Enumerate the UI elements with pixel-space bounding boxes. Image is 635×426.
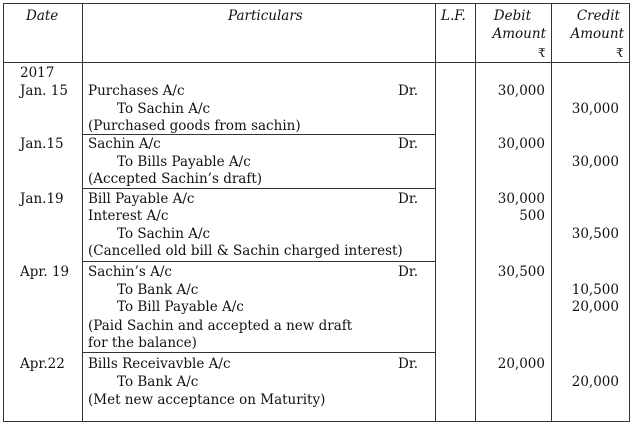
entry-line-text: To Sachin A/c: [117, 101, 211, 117]
entry-separator: [82, 352, 435, 353]
header-credit-line2: Amount: [570, 26, 624, 42]
entry-credit-amount: 10,500: [571, 282, 619, 298]
entry-dr-marker: Dr.: [398, 264, 419, 280]
entry-line-text: To Bills Payable A/c: [117, 154, 251, 170]
entry-narration: (Purchased goods from sachin): [88, 118, 301, 134]
entry-line-text: Sachin’s A/c: [88, 264, 172, 280]
entry-line-text: Purchases A/c: [88, 83, 185, 99]
column-rule-date: [82, 4, 83, 421]
column-rule-particulars: [435, 4, 436, 421]
entry-line-text: Interest A/c: [88, 208, 169, 224]
entry-dr-marker: Dr.: [398, 83, 419, 99]
entry-narration: (Accepted Sachin’s draft): [88, 171, 263, 187]
entry-line-text: To Bill Payable A/c: [117, 299, 244, 315]
entry-debit-amount: 30,000: [497, 191, 545, 207]
entry-date: Apr. 19: [20, 264, 70, 280]
entry-credit-amount: 30,000: [571, 154, 619, 170]
entry-line-text: To Bank A/c: [117, 374, 199, 390]
header-date: Date: [26, 8, 59, 24]
entry-narration: (Cancelled old bill & Sachin charged interest): [88, 243, 403, 259]
entry-date: Jan.19: [20, 191, 64, 207]
entry-date: Jan. 15: [20, 83, 68, 99]
entry-line-text: Sachin A/c: [88, 136, 161, 152]
entry-debit-amount: 20,000: [497, 356, 545, 372]
header-credit-currency: ₹: [616, 46, 624, 60]
header-debit-line2: Amount: [492, 26, 546, 42]
entry-dr-marker: Dr.: [398, 136, 419, 152]
header-rule: [4, 62, 629, 63]
header-particulars: Particulars: [228, 8, 303, 24]
entry-dr-marker: Dr.: [398, 191, 419, 207]
column-rule-debit: [551, 4, 552, 421]
entry-credit-amount: 20,000: [571, 299, 619, 315]
entry-dr-marker: Dr.: [398, 356, 419, 372]
entry-narration: (Paid Sachin and accepted a new draft: [88, 318, 353, 334]
entry-date: Jan.15: [20, 136, 64, 152]
entry-separator: [82, 261, 435, 262]
entry-line-text: Bill Payable A/c: [88, 191, 195, 207]
entry-narration: (Met new acceptance on Maturity): [88, 392, 326, 408]
column-rule-lf: [475, 4, 476, 421]
entry-line-text: To Bank A/c: [117, 282, 199, 298]
header-lf: L.F.: [441, 8, 466, 24]
entry-line-text: To Sachin A/c: [117, 226, 211, 242]
header-credit-line1: Credit: [576, 8, 620, 24]
entry-line-text: Bills Receivavble A/c: [88, 356, 231, 372]
entry-debit-amount: 30,500: [497, 264, 545, 280]
entry-separator: [82, 188, 435, 189]
entry-debit-amount: 500: [519, 208, 545, 224]
entry-debit-amount: 30,000: [497, 83, 545, 99]
header-debit-currency: ₹: [538, 46, 546, 60]
entry-debit-amount: 30,000: [497, 136, 545, 152]
entry-credit-amount: 30,500: [571, 226, 619, 242]
header-debit-line1: Debit: [493, 8, 531, 24]
entry-date: Apr.22: [20, 356, 65, 372]
entry-credit-amount: 20,000: [571, 374, 619, 390]
year-label: 2017: [20, 65, 55, 81]
entry-narration: for the balance): [88, 335, 197, 351]
entry-credit-amount: 30,000: [571, 101, 619, 117]
journal-table: [3, 3, 630, 422]
